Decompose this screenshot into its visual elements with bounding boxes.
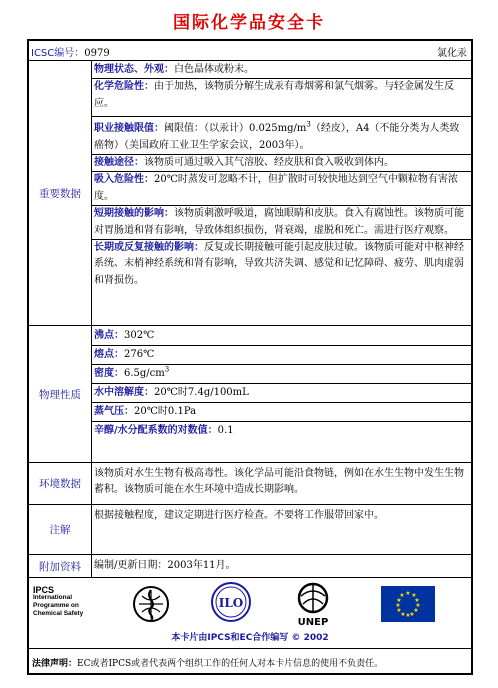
environment-row [29, 463, 471, 505]
svg-text:★: ★ [413, 607, 419, 614]
short-term-effects: 短期接触的影响：该物质刺激呼吸道，腐蚀眼睛和皮肤。食入有腐蚀性。该物质可能对胃肠道和肾有影响，导致体组织损伤，肾衰竭，虚脱和死亡。需进行医疗观察。 [94, 208, 464, 236]
additional-label: 附加资料 [29, 555, 92, 577]
environment-label: 环境数据 [29, 463, 92, 504]
icsc-number: 0979 [84, 48, 110, 59]
log-pow: 辛醇/水分配系数的对数值：0.1 [94, 425, 234, 436]
additional-text: 编制/更新日期：2003年11月。 [94, 560, 236, 571]
long-term-effects: 长期或反复接触的影响：反复或长期接触可能引起皮肤过敏。该物质可能对中枢神经系统、末梢神经系统和肾有影响，导致共济失调、感觉和记忆障碍、疲劳、肌肉虚弱和肾损伤。 [94, 242, 464, 286]
vapour-pressure: 蒸气压：20℃时0.1Pa [94, 406, 197, 417]
boiling-point: 沸点：302℃ [94, 330, 155, 341]
occupational-exposure-limits: 职业接触限值：阈限值：（以汞计）$0.025mg/m^3$（经皮），A4（不能分类为人类致癌物）（美国政府工业卫生学家会议，2003年）。 [94, 120, 460, 151]
chemical-hazard: 化学危险性：由于加热，该物质分解生成汞有毒烟雾和氯气烟雾。与轻金属发生反应。 [94, 81, 454, 109]
legal-notice: 法律声明：EC或者IPCS或者代表两个组织工作的任何人对本卡片信息的使用不负责任。 [32, 659, 384, 669]
svg-text:★: ★ [415, 602, 421, 609]
chemical-name: 氯化汞 [437, 48, 467, 59]
svg-text:★: ★ [409, 611, 415, 618]
cooperation-note: 本卡片由IPCS和EC合作编写 © 2002 [171, 633, 329, 643]
inhalation-risk: 吸入危险性：20℃时蒸发可忽略不计，但扩散时可较快地达到空气中颗粒物有害浓度。 [94, 174, 458, 202]
card-title: 国际化学品安全卡 [173, 13, 325, 33]
icsc-label: ICSC编号： [31, 48, 85, 59]
important-data-content [92, 61, 471, 325]
notes-label: 注解 [29, 505, 92, 554]
important-data-label: 重要数据 [29, 61, 92, 325]
svg-text:★: ★ [399, 592, 405, 599]
svg-text:★: ★ [395, 602, 401, 609]
notes-text: 根据接触程度，建议定期进行医疗检查。不要将工作服带回家中。 [94, 510, 384, 521]
ipcs-logo: IPCS International Programme on Chemical Safety [33, 585, 84, 617]
svg-text:★: ★ [396, 607, 402, 614]
svg-text:★: ★ [405, 612, 411, 619]
svg-text:★: ★ [400, 611, 406, 618]
svg-text:★: ★ [396, 597, 402, 604]
svg-text:★: ★ [411, 592, 417, 599]
unep-logo-icon [291, 580, 335, 628]
physical-properties-row [29, 326, 471, 463]
exposure-route: 接触途径：该物质可通过吸入其气溶胶、经皮肤和食入吸收到体内。 [94, 157, 394, 169]
eu-flag-icon [381, 586, 435, 622]
additional-row [29, 555, 471, 578]
physical-properties-label: 物理性质 [29, 326, 92, 462]
ilo-logo-icon [209, 580, 253, 626]
who-emblem-icon [129, 582, 173, 626]
svg-text:ILO: ILO [218, 596, 244, 610]
important-data-row [29, 61, 471, 326]
physical-properties-content [92, 326, 471, 462]
melting-point: 熔点：276℃ [94, 349, 155, 360]
notes-row [29, 505, 471, 555]
water-solubility: 水中溶解度：20℃时7.4g/100mL [94, 387, 249, 398]
density: 密度：$6.5g/cm^3$ [94, 365, 170, 379]
logos-row [29, 578, 471, 649]
svg-text:UNEP: UNEP [297, 617, 329, 628]
svg-text:★: ★ [414, 597, 420, 604]
header-row [29, 41, 471, 61]
physical-state: 物理状态、外观：白色晶体或粉末。 [94, 64, 254, 75]
environment-text: 该物质对水生生物有极高毒性。该化学品可能沿食物链，例如在水生生物中发生生物蓄积。该物质可能在水生环境中造成长期影响。 [94, 468, 464, 496]
svg-text:★: ★ [405, 590, 411, 597]
safety-card [27, 39, 473, 675]
